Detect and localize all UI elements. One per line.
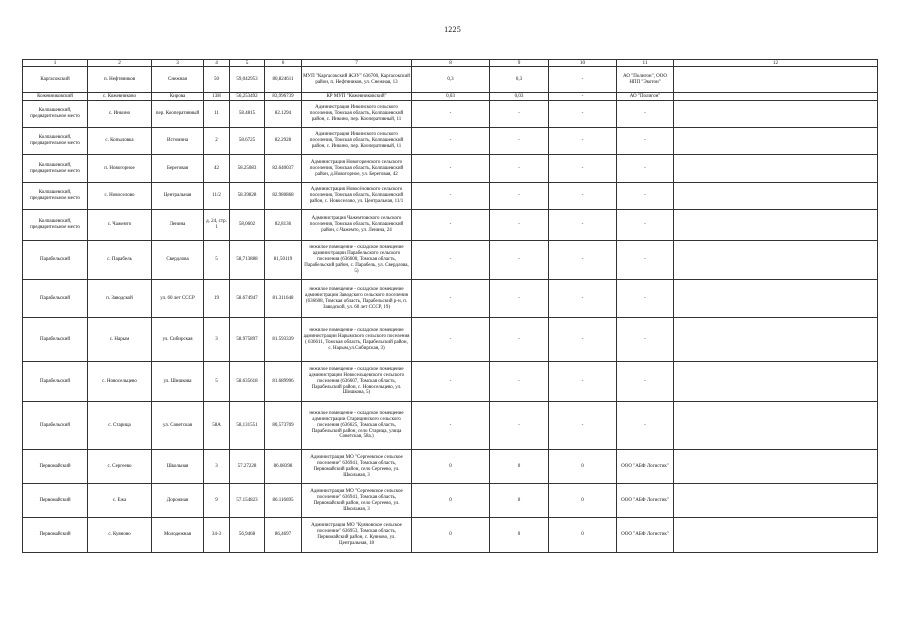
notes-cell xyxy=(674,93,878,101)
longitude-cell: 81.689996 xyxy=(265,362,302,402)
street-cell: ул. 60 лет СССР xyxy=(152,280,204,318)
table-row xyxy=(23,450,878,484)
house-number-cell: 19 xyxy=(204,280,230,318)
capacity-3-cell: 0 xyxy=(549,450,617,484)
district-cell: Первомайский xyxy=(23,450,88,484)
page-number: 1225 xyxy=(444,25,461,34)
capacity-2-cell: 0,03 xyxy=(490,93,549,101)
table-row xyxy=(23,518,878,553)
notes-cell xyxy=(674,241,878,280)
street-cell: Молодежная xyxy=(152,518,204,553)
column-number-row xyxy=(23,60,878,67)
house-number-cell: 5 xyxy=(204,241,230,280)
street-cell: Снежная xyxy=(152,67,204,93)
operator-cell: - xyxy=(617,402,674,450)
district-cell: Каргасокский xyxy=(23,67,88,93)
longitude-cell: 82,8136 xyxy=(265,210,302,241)
table-row xyxy=(23,280,878,318)
district-cell: Парабельский xyxy=(23,241,88,280)
owner-cell: МУП "Каргасокский ЖЭУ" 636700, Каргасокский район, п. Нефтяников, ул. Снежная, 13 xyxy=(302,67,412,93)
district-cell: Парабельский xyxy=(23,402,88,450)
street-cell: Кирова xyxy=(152,93,204,101)
latitude-cell: 58.4815 xyxy=(230,101,265,128)
capacity-2-cell: - xyxy=(490,101,549,128)
operator-cell: - xyxy=(617,210,674,241)
latitude-cell: 58.975897 xyxy=(230,318,265,362)
street-cell: Свердлова xyxy=(152,241,204,280)
column-number: 4 xyxy=(204,60,230,67)
longitude-cell: 86.116695 xyxy=(265,484,302,518)
latitude-cell: 58,0602 xyxy=(230,210,265,241)
settlement-cell: с. Куяново xyxy=(88,518,152,553)
owner-cell: нежилое помещение - складское помещение администрации Парабельского сельского поселения (636600, Томская область, Парабельский район, с. Парабель, ул. Свердлова, 5) xyxy=(302,241,412,280)
street-cell: ул. Шишкова xyxy=(152,362,204,402)
capacity-2-cell: 0 xyxy=(490,484,549,518)
street-cell: Школьная xyxy=(152,450,204,484)
table-row xyxy=(23,155,878,183)
settlement-cell: с. Копыловка xyxy=(88,128,152,155)
longitude-cell: 86,4697 xyxy=(265,518,302,553)
notes-cell xyxy=(674,318,878,362)
capacity-1-cell: - xyxy=(412,155,490,183)
operator-cell: АО "Полигон", ООО НПП "Экотон" xyxy=(617,67,674,93)
capacity-1-cell: 0 xyxy=(412,518,490,553)
capacity-1-cell: 0 xyxy=(412,450,490,484)
settlement-cell: с. Ежа xyxy=(88,484,152,518)
notes-cell xyxy=(674,128,878,155)
longitude-cell: 82.2928 xyxy=(265,128,302,155)
capacity-3-cell: - xyxy=(549,210,617,241)
operator-cell: ООО "АБФ Логистик" xyxy=(617,484,674,518)
table-row xyxy=(23,318,878,362)
street-cell: Ленина xyxy=(152,210,204,241)
notes-cell xyxy=(674,484,878,518)
column-number: 1 xyxy=(23,60,88,67)
settlement-cell: с. Инкино xyxy=(88,101,152,128)
operator-cell: АО "Полигон" xyxy=(617,93,674,101)
latitude-cell: 58,713888 xyxy=(230,241,265,280)
operator-cell: - xyxy=(617,362,674,402)
latitude-cell: 56,253492 xyxy=(230,93,265,101)
settlement-cell: с. Новосельцево xyxy=(88,362,152,402)
capacity-3-cell: - xyxy=(549,93,617,101)
operator-cell: - xyxy=(617,318,674,362)
operator-cell: ООО "АБФ Логистик" xyxy=(617,518,674,553)
capacity-1-cell: 0,3 xyxy=(412,67,490,93)
capacity-3-cell: - xyxy=(549,128,617,155)
street-cell: ул. Советская xyxy=(152,402,204,450)
notes-cell xyxy=(674,402,878,450)
notes-cell xyxy=(674,155,878,183)
table-row xyxy=(23,101,878,128)
house-number-cell: 9 xyxy=(204,484,230,518)
street-cell: Центральная xyxy=(152,183,204,210)
owner-cell: Администрация МО "Куяновское сельское поселение" 636953, Томская область, Первомайский район, с. Куяново, ул. Центральная, 18 xyxy=(302,518,412,553)
owner-cell: Администрация МО "Сергеевское сельское поселение" 636941, Томская область, Первомайский район, село Сергеево, ул. Школьная, 3 xyxy=(302,450,412,484)
capacity-2-cell: - xyxy=(490,155,549,183)
capacity-1-cell: - xyxy=(412,183,490,210)
notes-cell xyxy=(674,362,878,402)
capacity-2-cell: - xyxy=(490,402,549,450)
district-cell: Парабельский xyxy=(23,318,88,362)
capacity-2-cell: - xyxy=(490,362,549,402)
capacity-1-cell: 0,03 xyxy=(412,93,490,101)
capacity-3-cell: 0 xyxy=(549,518,617,553)
latitude-cell: 58.674947 xyxy=(230,280,265,318)
capacity-3-cell: - xyxy=(549,402,617,450)
settlement-cell: п. Нефтяников xyxy=(88,67,152,93)
notes-cell xyxy=(674,450,878,484)
operator-cell: - xyxy=(617,280,674,318)
notes-cell xyxy=(674,183,878,210)
column-number: 10 xyxy=(549,60,617,67)
capacity-2-cell: 0 xyxy=(490,450,549,484)
column-number: 8 xyxy=(412,60,490,67)
table-row xyxy=(23,128,878,155)
owner-cell: Администрация МО "Сергеевское сельское поселение" 636941, Томская область, Первомайский район, село Сергеево, ул. Школьная, 3 xyxy=(302,484,412,518)
column-number: 11 xyxy=(617,60,674,67)
settlement-cell: с. Чажемто xyxy=(88,210,152,241)
owner-cell: нежилое помещение - складское помещение администрации Новосельцевского сельского поселения (636607, Томская область, Парабельский район, с. Новосельцево, ул. Шишкова, 5) xyxy=(302,362,412,402)
table-row xyxy=(23,183,878,210)
owner-cell: нежилое помещение - складское помещение администрации Старицинского сельского поселения (636625, Томская область, Парабельский район, село Старица, улица Советская, 58а.) xyxy=(302,402,412,450)
capacity-1-cell: - xyxy=(412,101,490,128)
settlement-cell: с. Старица xyxy=(88,402,152,450)
table-row xyxy=(23,362,878,402)
house-number-cell: 3 xyxy=(204,450,230,484)
latitude-cell: 57.27228 xyxy=(230,450,265,484)
latitude-cell: 56,9468 xyxy=(230,518,265,553)
street-cell: Истомина xyxy=(152,128,204,155)
district-cell: Колпашевский, предварительное место xyxy=(23,210,88,241)
settlement-cell: п. Новогорное xyxy=(88,155,152,183)
column-number: 6 xyxy=(265,60,302,67)
operator-cell: - xyxy=(617,241,674,280)
latitude-cell: 59,042953 xyxy=(230,67,265,93)
longitude-cell: 81.593339 xyxy=(265,318,302,362)
district-cell: Колпашевский, предварительное место xyxy=(23,183,88,210)
column-number: 5 xyxy=(230,60,265,67)
notes-cell xyxy=(674,101,878,128)
capacity-1-cell: - xyxy=(412,362,490,402)
capacity-2-cell: - xyxy=(490,128,549,155)
house-number-cell: 11/2 xyxy=(204,183,230,210)
owner-cell: Администрация Инкинского сельского поселения, Томская область, Колпашевский район, с. Инкино, пер. Кооперативный, 11 xyxy=(302,101,412,128)
table-row xyxy=(23,402,878,450)
operator-cell: - xyxy=(617,183,674,210)
district-cell: Колпашевский, предварительное место xyxy=(23,128,88,155)
operator-cell: - xyxy=(617,155,674,183)
table-row xyxy=(23,210,878,241)
capacity-3-cell: - xyxy=(549,155,617,183)
house-number-cell: 34-3 xyxy=(204,518,230,553)
capacity-1-cell: - xyxy=(412,210,490,241)
capacity-3-cell: - xyxy=(549,67,617,93)
district-cell: Первомайский xyxy=(23,518,88,553)
operator-cell: ООО "АБФ Логистик" xyxy=(617,450,674,484)
table-row xyxy=(23,67,878,93)
column-number: 3 xyxy=(152,60,204,67)
owner-cell: Администрация Чажемтовского сельского поселения, Томская область, Колпашевский район, с.Чажемто, ул. Ленина, 24 xyxy=(302,210,412,241)
street-cell: Дорожная xyxy=(152,484,204,518)
latitude-cell: 58.6725 xyxy=(230,128,265,155)
table-row xyxy=(23,93,878,101)
owner-cell: Администрация Инкинского сельского поселения, Томская область, Колпашевский район, с. Инкино, пер. Кооперативный, 11 xyxy=(302,128,412,155)
house-number-cell: д. 24, стр. 1 xyxy=(204,210,230,241)
capacity-1-cell: - xyxy=(412,241,490,280)
operator-cell: - xyxy=(617,101,674,128)
settlement-cell: с. Сергеево xyxy=(88,450,152,484)
longitude-cell: 82.640037 xyxy=(265,155,302,183)
column-number: 2 xyxy=(88,60,152,67)
capacity-2-cell: - xyxy=(490,183,549,210)
settlement-cell: с. Нарым xyxy=(88,318,152,362)
owner-cell: Администрация Новогоренского сельского поселения, Томская область, Колпашевский район, д.Новогорное, ул. Береговая, 42 xyxy=(302,155,412,183)
house-number-cell: 2 xyxy=(204,128,230,155)
longitude-cell: 80,573709 xyxy=(265,402,302,450)
district-cell: Парабельский xyxy=(23,280,88,318)
table-row xyxy=(23,241,878,280)
capacity-3-cell: - xyxy=(549,280,617,318)
capacity-3-cell: - xyxy=(549,362,617,402)
column-number: 12 xyxy=(674,60,878,67)
capacity-1-cell: - xyxy=(412,280,490,318)
capacity-1-cell: - xyxy=(412,318,490,362)
settlement-cell: п. Заводской xyxy=(88,280,152,318)
latitude-cell: 58.25083 xyxy=(230,155,265,183)
district-cell: Парабельский xyxy=(23,362,88,402)
notes-cell xyxy=(674,210,878,241)
street-cell: Береговая xyxy=(152,155,204,183)
notes-cell xyxy=(674,280,878,318)
capacity-1-cell: - xyxy=(412,128,490,155)
settlement-cell: с. Кожевниково xyxy=(88,93,152,101)
house-number-cell: 3 xyxy=(204,318,230,362)
capacity-3-cell: - xyxy=(549,101,617,128)
house-number-cell: 5 xyxy=(204,362,230,402)
district-cell: Первомайский xyxy=(23,484,88,518)
capacity-2-cell: 0 xyxy=(490,518,549,553)
sites-table xyxy=(22,59,878,553)
capacity-3-cell: - xyxy=(549,183,617,210)
longitude-cell: 83,996739 xyxy=(265,93,302,101)
latitude-cell: 58,131551 xyxy=(230,402,265,450)
table-body xyxy=(23,60,878,553)
house-number-cell: 42 xyxy=(204,155,230,183)
longitude-cell: 81,50119 xyxy=(265,241,302,280)
latitude-cell: 58.635618 xyxy=(230,362,265,402)
column-number: 9 xyxy=(490,60,549,67)
latitude-cell: 57.154823 xyxy=(230,484,265,518)
notes-cell xyxy=(674,67,878,93)
longitude-cell: 86.08398 xyxy=(265,450,302,484)
longitude-cell: 82.980868 xyxy=(265,183,302,210)
owner-cell: нежилое помещение - складское помещение администрации Заводского сельского поселения (636608, Томская область, Парабельский р-н, п. Заводской, ул. 60 лет СССР, 19) xyxy=(302,280,412,318)
longitude-cell: 82.1294 xyxy=(265,101,302,128)
owner-cell: КР МУП "Кожевниковский" xyxy=(302,93,412,101)
column-number: 7 xyxy=(302,60,412,67)
capacity-3-cell: 0 xyxy=(549,484,617,518)
capacity-2-cell: - xyxy=(490,318,549,362)
house-number-cell: 58А xyxy=(204,402,230,450)
capacity-2-cell: - xyxy=(490,241,549,280)
table-row xyxy=(23,484,878,518)
owner-cell: нежилое помещение - складское помещение администрации Нарымского сельского поселения ( 636611, Томская область, Парабельский район, с. Нарым,ул.Сибирская, 3) xyxy=(302,318,412,362)
owner-cell: Администрация Новосёловского сельского поселения, Томская область, Колпашевский район, с. Новоселово, ул. Центральная, 11/1 xyxy=(302,183,412,210)
house-number-cell: 50 xyxy=(204,67,230,93)
district-cell: Колпашевский, предварительное место xyxy=(23,101,88,128)
capacity-3-cell: - xyxy=(549,241,617,280)
settlement-cell: с. Парабель xyxy=(88,241,152,280)
operator-cell: - xyxy=(617,128,674,155)
capacity-2-cell: 0,3 xyxy=(490,67,549,93)
district-cell: Кожевниковский xyxy=(23,93,88,101)
longitude-cell: 81.311648 xyxy=(265,280,302,318)
notes-cell xyxy=(674,518,878,553)
district-cell: Колпашевский, предварительное место xyxy=(23,155,88,183)
settlement-cell: с. Новоселово xyxy=(88,183,152,210)
capacity-1-cell: - xyxy=(412,402,490,450)
capacity-3-cell: - xyxy=(549,318,617,362)
capacity-2-cell: - xyxy=(490,280,549,318)
house-number-cell: 11 xyxy=(204,101,230,128)
longitude-cell: 80,824611 xyxy=(265,67,302,93)
street-cell: ул. Сибирская xyxy=(152,318,204,362)
capacity-2-cell: - xyxy=(490,210,549,241)
house-number-cell: 13Н xyxy=(204,93,230,101)
latitude-cell: 58.39828 xyxy=(230,183,265,210)
capacity-1-cell: 0 xyxy=(412,484,490,518)
street-cell: пер. Кооперативный xyxy=(152,101,204,128)
